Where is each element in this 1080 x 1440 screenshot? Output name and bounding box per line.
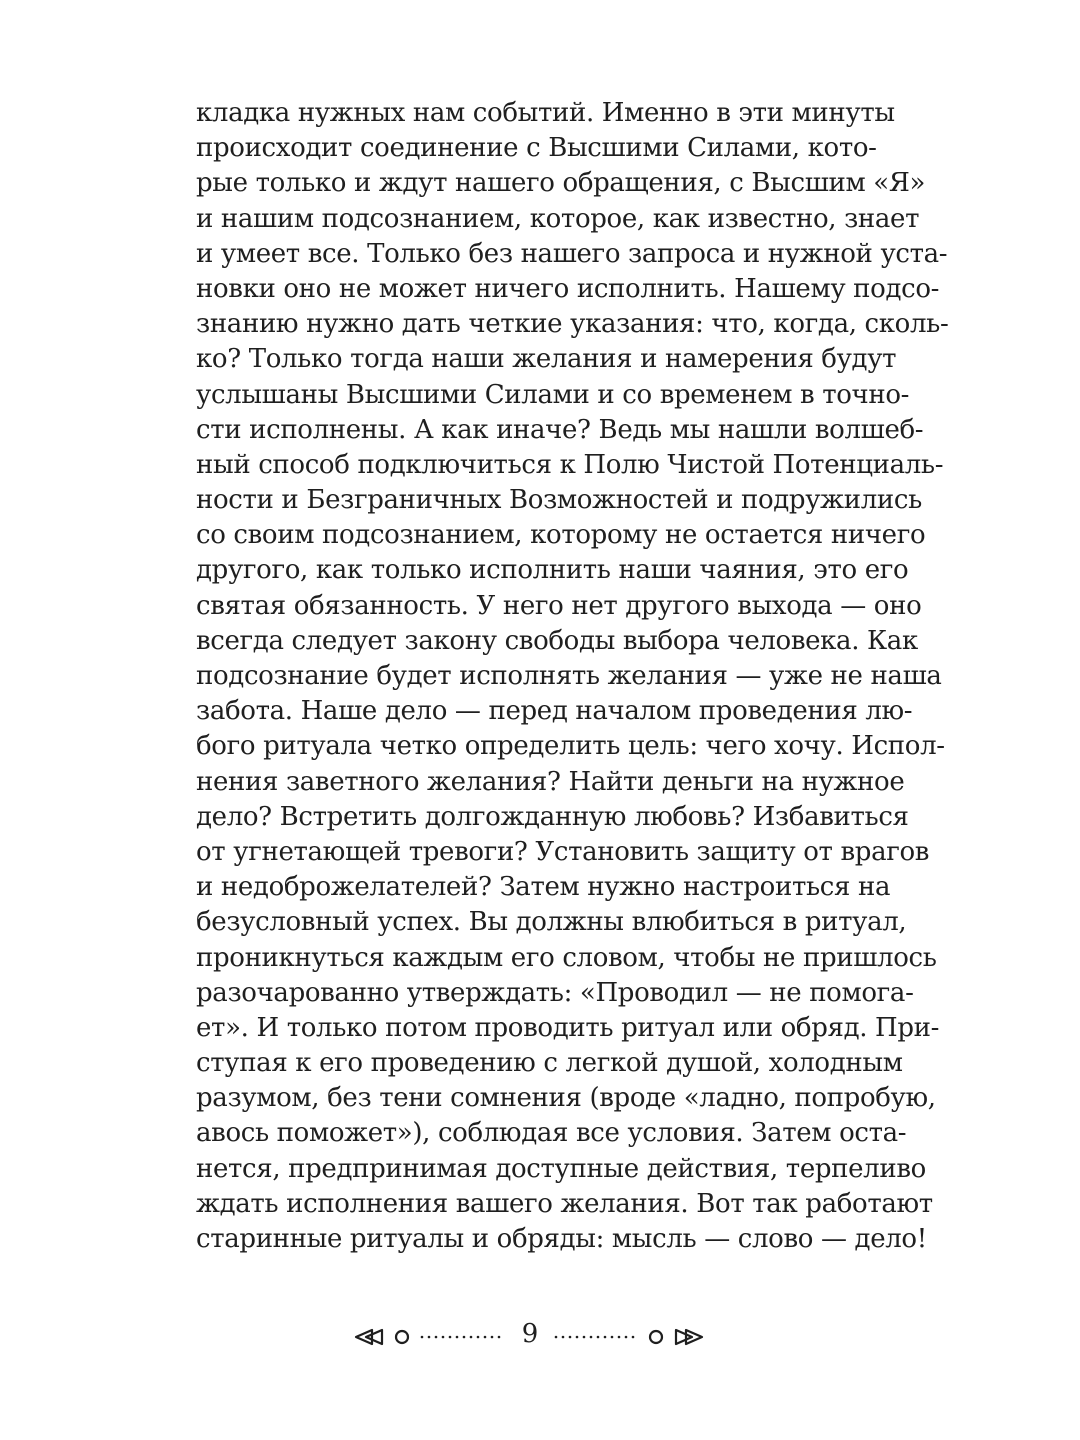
dotted-rule-right — [555, 1336, 635, 1339]
text-line: безусловный успех. Вы должны влюбиться в ритуал, — [196, 907, 907, 938]
text-line: всегда следует закону свободы выбора человека. Как — [196, 625, 918, 656]
text-line: и умеет все. Только без нашего запроса и нужной уста- — [196, 238, 948, 269]
arrow-ornament-right-icon — [650, 1330, 702, 1344]
text-line: ности и Безграничных Возможностей и подружились — [196, 485, 922, 516]
text-line: кладка нужных нам событий. Именно в эти минуты — [196, 98, 895, 128]
page-footer — [0, 1314, 1080, 1354]
text-line: дело? Встретить долгожданную любовь? Избавиться — [196, 801, 909, 832]
page-number: 9 — [521, 1319, 539, 1349]
text-line: от угнетающей тревоги? Установить защиту от врагов — [196, 836, 930, 867]
text-line: новки оно не может ничего исполнить. Нашему подсо- — [196, 273, 940, 304]
text-line: бого ритуала четко определить цель: чего хочу. Испол- — [196, 731, 945, 762]
text-line: разумом, без тени сомнения (вроде «ладно, попробую, — [196, 1083, 936, 1114]
text-line: подсознание будет исполнять желания — уже не наша — [196, 661, 942, 691]
text-line: ный способ подключиться к Полю Чистой Потенциаль- — [196, 449, 944, 480]
text-line: со своим подсознанием, которому не остается ничего — [196, 520, 926, 551]
text-line: другого, как только исполнить наши чаяния, это его — [196, 555, 909, 586]
text-line: знанию нужно дать четкие указания: что, когда, сколь- — [196, 309, 949, 340]
text-line: нения заветного желания? Найти деньги на нужное — [196, 766, 905, 797]
text-line: старинные ритуалы и обряды: мысль — слово — дело! — [196, 1224, 927, 1254]
text-line: рые только и ждут нашего обращения, с Высшим «Я» — [196, 168, 926, 199]
text-line: авось поможет»), соблюдая все условия. Затем оста- — [196, 1118, 907, 1149]
arrow-ornament-left-icon — [356, 1330, 408, 1344]
text-line: сти исполнены. А как иначе? Ведь мы нашли волшеб- — [196, 414, 924, 445]
text-line: ступая к его проведению с легкой душой, холодным — [196, 1048, 903, 1079]
text-line: святая обязанность. У него нет другого выхода — оно — [196, 590, 922, 621]
text-line: нется, предпринимая доступные действия, терпеливо — [196, 1153, 926, 1184]
body-text — [196, 96, 949, 1257]
text-line: ждать исполнения вашего желания. Вот так работают — [196, 1188, 933, 1219]
text-line: услышаны Высшими Силами и со временем в точно- — [196, 379, 910, 410]
text-line: проникнуться каждым его словом, чтобы не пришлось — [196, 942, 937, 973]
dotted-rule-left — [421, 1336, 501, 1339]
text-line: ет». И только потом проводить ритуал или обряд. При- — [196, 1012, 940, 1043]
text-line: разочарованно утверждать: «Проводил — не помогa- — [196, 977, 914, 1008]
text-line: происходит соединение с Высшими Силами, кото- — [196, 133, 877, 164]
text-line: и нашим подсознанием, которое, как известно, знает — [196, 203, 920, 234]
text-line: ко? Только тогда наши желания и намерения будут — [196, 344, 897, 375]
text-line: забота. Наше дело — перед началом проведения лю- — [196, 696, 913, 727]
text-line: и недоброжелателей? Затем нужно настроиться на — [196, 872, 891, 903]
